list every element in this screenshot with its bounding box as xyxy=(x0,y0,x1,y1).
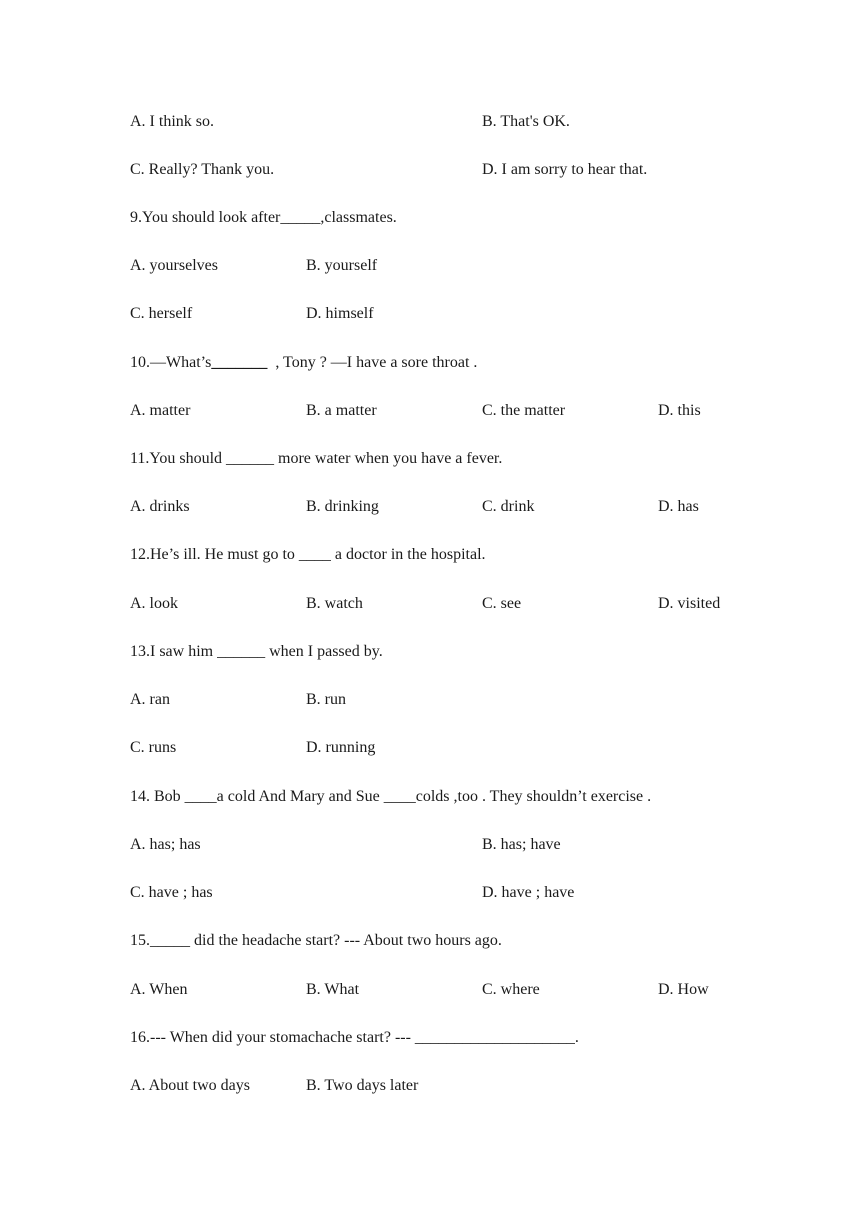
q9-option-a: A. yourselves xyxy=(130,257,218,274)
q14-option-c: C. have ; has xyxy=(130,884,213,901)
q13-option-d: D. running xyxy=(306,739,376,756)
q11-option-c: C. drink xyxy=(482,498,535,515)
q11-options xyxy=(130,495,699,519)
q14-options-row-2 xyxy=(130,881,575,905)
q10-answer-blank: _______ xyxy=(211,354,268,371)
q9-option-b: B. yourself xyxy=(306,257,378,274)
q11-option-d: D. has xyxy=(658,498,699,515)
q12-option-b: B. watch xyxy=(306,595,363,612)
q10-option-a: A. matter xyxy=(130,402,191,419)
q16-options xyxy=(130,1074,419,1098)
q16-option-b: B. Two days later xyxy=(306,1077,419,1094)
q12-options xyxy=(130,592,721,616)
q8-options-row-1 xyxy=(130,110,570,134)
q10-option-b: B. a matter xyxy=(306,402,377,419)
q16-stem: 16.--- When did your stomachache start? --- ____________________. xyxy=(130,1029,579,1046)
q12-option-a: A. look xyxy=(130,595,178,612)
q14-option-d: D. have ; have xyxy=(482,884,575,901)
q11-option-a: A. drinks xyxy=(130,498,190,515)
q14-option-b: B. has; have xyxy=(482,836,561,853)
q12-option-d: D. visited xyxy=(658,595,721,612)
q9-options-row-2 xyxy=(130,302,374,326)
q14-options-row-1 xyxy=(130,833,561,857)
q16-option-a: A. About two days xyxy=(130,1077,250,1094)
q8-option-b: B. That's OK. xyxy=(482,113,570,130)
q8-options-row-2 xyxy=(130,158,648,182)
q13-option-c: C. runs xyxy=(130,739,177,756)
q13-options-row-2 xyxy=(130,736,376,760)
q8-option-d: D. I am sorry to hear that. xyxy=(482,161,648,178)
q15-stem: 15._____ did the headache start? --- About two hours ago. xyxy=(130,932,502,949)
q8-option-a: A. I think so. xyxy=(130,113,214,130)
q13-options-row-1 xyxy=(130,688,346,712)
q15-option-b: B. What xyxy=(306,981,360,998)
q13-option-b: B. run xyxy=(306,691,346,708)
q10-option-c: C. the matter xyxy=(482,402,566,419)
q14-option-a: A. has; has xyxy=(130,836,201,853)
q11-option-b: B. drinking xyxy=(306,498,379,515)
q13-stem: 13.I saw him ______ when I passed by. xyxy=(130,643,383,660)
q10-stem-end: , Tony ? —I have a sore throat . xyxy=(267,354,478,371)
q10-stem-start: 10.—What’s xyxy=(130,354,212,371)
q13-option-a: A. ran xyxy=(130,691,170,708)
q10-option-d: D. this xyxy=(658,402,701,419)
q15-option-a: A. When xyxy=(130,981,188,998)
q12-stem: 12.He’s ill. He must go to ____ a doctor in the hospital. xyxy=(130,546,486,563)
q9-option-c: C. herself xyxy=(130,305,193,322)
q15-option-d: D. How xyxy=(658,981,709,998)
q14-stem: 14. Bob ____a cold And Mary and Sue ____colds ,too . They shouldn’t exercise . xyxy=(130,788,652,805)
q15-option-c: C. where xyxy=(482,981,540,998)
q12-option-c: C. see xyxy=(482,595,522,612)
q9-stem: 9.You should look after_____,classmates. xyxy=(130,209,397,226)
q11-stem: 11.You should ______ more water when you have a fever. xyxy=(130,450,503,467)
q8-option-c: C. Really? Thank you. xyxy=(130,161,275,178)
q15-options xyxy=(130,978,709,1002)
q10-stem xyxy=(130,351,477,375)
q9-options-row-1 xyxy=(130,254,378,278)
q10-options xyxy=(130,399,701,423)
q9-option-d: D. himself xyxy=(306,305,374,322)
